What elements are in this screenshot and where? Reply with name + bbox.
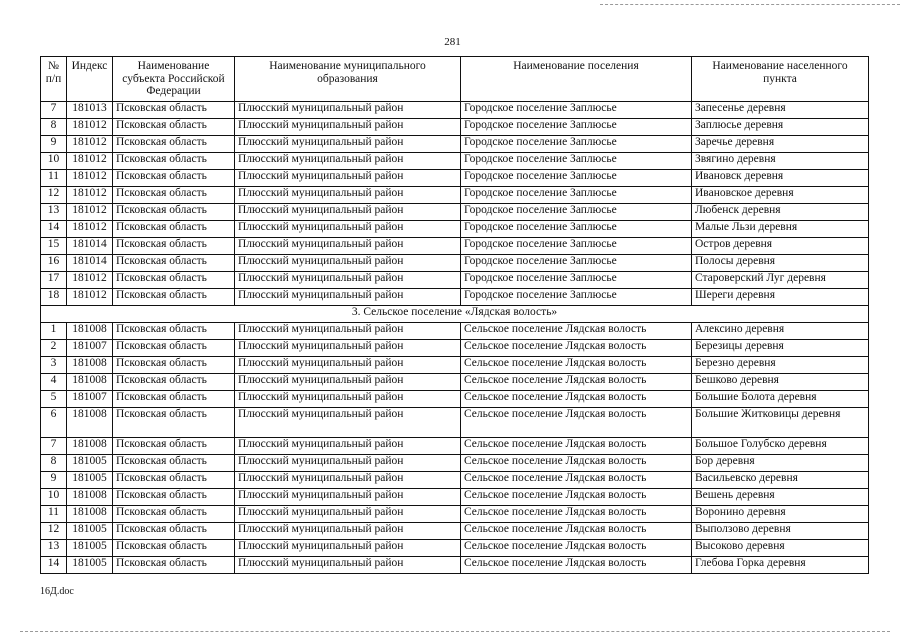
table-row (41, 221, 869, 238)
row-subject: Псковская область (113, 489, 235, 506)
row-num: 13 (41, 204, 67, 221)
row-settlement: Сельское поселение Лядская волость (461, 374, 692, 391)
row-index: 181012 (67, 289, 113, 306)
row-locality: Березно деревня (692, 357, 869, 374)
row-settlement: Сельское поселение Лядская волость (461, 506, 692, 523)
header-index: Индекс (67, 57, 113, 102)
table-row (41, 357, 869, 374)
row-subject: Псковская область (113, 438, 235, 455)
row-settlement: Сельское поселение Лядская волость (461, 540, 692, 557)
row-index: 181005 (67, 472, 113, 489)
table-row (41, 472, 869, 489)
row-num: 3 (41, 357, 67, 374)
row-settlement: Городское поселение Заплюсье (461, 272, 692, 289)
row-index: 181005 (67, 540, 113, 557)
row-index: 181005 (67, 455, 113, 472)
row-settlement: Городское поселение Заплюсье (461, 238, 692, 255)
row-locality: Глебова Горка деревня (692, 557, 869, 574)
row-subject: Псковская область (113, 540, 235, 557)
row-municipality: Плюсский муниципальный район (235, 221, 461, 238)
row-locality: Заплюсье деревня (692, 119, 869, 136)
row-municipality: Плюсский муниципальный район (235, 540, 461, 557)
section-row (41, 306, 869, 323)
row-municipality: Плюсский муниципальный район (235, 102, 461, 119)
row-num: 15 (41, 238, 67, 255)
row-subject: Псковская область (113, 221, 235, 238)
table-row (41, 289, 869, 306)
row-subject: Псковская область (113, 272, 235, 289)
row-municipality: Плюсский муниципальный район (235, 204, 461, 221)
header-locality: Наименование населенного пункта (692, 57, 869, 102)
table-row (41, 153, 869, 170)
row-locality: Остров деревня (692, 238, 869, 255)
row-index: 181014 (67, 255, 113, 272)
row-settlement: Сельское поселение Лядская волость (461, 523, 692, 540)
row-municipality: Плюсский муниципальный район (235, 489, 461, 506)
row-subject: Псковская область (113, 340, 235, 357)
row-municipality: Плюсский муниципальный район (235, 506, 461, 523)
row-municipality: Плюсский муниципальный район (235, 374, 461, 391)
row-municipality: Плюсский муниципальный район (235, 187, 461, 204)
row-locality: Воронино деревня (692, 506, 869, 523)
row-settlement: Городское поселение Заплюсье (461, 136, 692, 153)
scan-artifact-top (600, 4, 900, 5)
row-settlement: Городское поселение Заплюсье (461, 102, 692, 119)
table-row (41, 489, 869, 506)
table-row (41, 374, 869, 391)
header-subject: Наименование субъекта Российской Федерации (113, 57, 235, 102)
row-index: 181008 (67, 489, 113, 506)
row-index: 181005 (67, 557, 113, 574)
row-locality: Ивановское деревня (692, 187, 869, 204)
table-row (41, 323, 869, 340)
row-settlement: Сельское поселение Лядская волость (461, 323, 692, 340)
row-index: 181008 (67, 408, 113, 438)
row-num: 17 (41, 272, 67, 289)
row-num: 8 (41, 119, 67, 136)
row-municipality: Плюсский муниципальный район (235, 153, 461, 170)
row-index: 181008 (67, 357, 113, 374)
table-row (41, 340, 869, 357)
row-subject: Псковская область (113, 119, 235, 136)
row-municipality: Плюсский муниципальный район (235, 238, 461, 255)
row-subject: Псковская область (113, 255, 235, 272)
group1-body (41, 102, 869, 306)
row-index: 181012 (67, 136, 113, 153)
row-index: 181012 (67, 153, 113, 170)
row-settlement: Сельское поселение Лядская волость (461, 357, 692, 374)
row-settlement: Городское поселение Заплюсье (461, 187, 692, 204)
row-settlement: Сельское поселение Лядская волость (461, 472, 692, 489)
row-municipality: Плюсский муниципальный район (235, 170, 461, 187)
row-locality: Любенск деревня (692, 204, 869, 221)
row-settlement: Сельское поселение Лядская волость (461, 489, 692, 506)
row-subject: Псковская область (113, 506, 235, 523)
row-settlement: Городское поселение Заплюсье (461, 289, 692, 306)
row-num: 10 (41, 153, 67, 170)
row-index: 181012 (67, 119, 113, 136)
row-locality: Шереги деревня (692, 289, 869, 306)
table-row (41, 255, 869, 272)
table-row (41, 506, 869, 523)
table-row (41, 408, 869, 438)
row-municipality: Плюсский муниципальный район (235, 357, 461, 374)
row-settlement: Городское поселение Заплюсье (461, 221, 692, 238)
table-row (41, 523, 869, 540)
row-subject: Псковская область (113, 408, 235, 438)
row-num: 18 (41, 289, 67, 306)
row-locality: Вешень деревня (692, 489, 869, 506)
row-num: 7 (41, 102, 67, 119)
row-settlement: Городское поселение Заплюсье (461, 255, 692, 272)
row-municipality: Плюсский муниципальный район (235, 557, 461, 574)
row-municipality: Плюсский муниципальный район (235, 391, 461, 408)
row-locality: Выползово деревня (692, 523, 869, 540)
row-index: 181013 (67, 102, 113, 119)
row-settlement: Сельское поселение Лядская волость (461, 408, 692, 438)
row-num: 2 (41, 340, 67, 357)
row-index: 181012 (67, 221, 113, 238)
row-municipality: Плюсский муниципальный район (235, 472, 461, 489)
row-num: 12 (41, 187, 67, 204)
row-municipality: Плюсский муниципальный район (235, 455, 461, 472)
page-number: 281 (444, 36, 461, 48)
table-row (41, 238, 869, 255)
row-subject: Псковская область (113, 136, 235, 153)
row-settlement: Городское поселение Заплюсье (461, 153, 692, 170)
row-municipality: Плюсский муниципальный район (235, 323, 461, 340)
row-subject: Псковская область (113, 523, 235, 540)
row-settlement: Сельское поселение Лядская волость (461, 557, 692, 574)
row-subject: Псковская область (113, 238, 235, 255)
row-subject: Псковская область (113, 102, 235, 119)
row-municipality: Плюсский муниципальный район (235, 255, 461, 272)
row-index: 181014 (67, 238, 113, 255)
table-row (41, 540, 869, 557)
row-subject: Псковская область (113, 187, 235, 204)
row-num: 1 (41, 323, 67, 340)
row-num: 14 (41, 221, 67, 238)
row-locality: Малые Льзи деревня (692, 221, 869, 238)
row-locality: Большие Житковицы деревня (692, 408, 869, 438)
row-index: 181012 (67, 204, 113, 221)
table-row (41, 438, 869, 455)
row-num: 7 (41, 438, 67, 455)
row-locality: Староверский Луг деревня (692, 272, 869, 289)
row-municipality: Плюсский муниципальный район (235, 523, 461, 540)
row-index: 181008 (67, 506, 113, 523)
row-locality: Березицы деревня (692, 340, 869, 357)
table-row (41, 204, 869, 221)
row-locality: Звягино деревня (692, 153, 869, 170)
row-settlement: Городское поселение Заплюсье (461, 119, 692, 136)
row-num: 10 (41, 489, 67, 506)
row-municipality: Плюсский муниципальный район (235, 136, 461, 153)
table-row (41, 136, 869, 153)
row-index: 181012 (67, 272, 113, 289)
row-locality: Большое Голубско деревня (692, 438, 869, 455)
row-num: 12 (41, 523, 67, 540)
row-num: 11 (41, 506, 67, 523)
row-index: 181008 (67, 374, 113, 391)
row-locality: Ивановск деревня (692, 170, 869, 187)
row-locality: Бор деревня (692, 455, 869, 472)
row-locality: Заречье деревня (692, 136, 869, 153)
table-row (41, 455, 869, 472)
row-municipality: Плюсский муниципальный район (235, 340, 461, 357)
row-subject: Псковская область (113, 455, 235, 472)
row-num: 16 (41, 255, 67, 272)
row-index: 181012 (67, 170, 113, 187)
row-subject: Псковская область (113, 289, 235, 306)
row-settlement: Сельское поселение Лядская волость (461, 391, 692, 408)
header-settlement: Наименование поселения (461, 57, 692, 102)
section-body (41, 306, 869, 323)
row-subject: Псковская область (113, 170, 235, 187)
group2-body (41, 323, 869, 574)
row-subject: Псковская область (113, 357, 235, 374)
row-num: 9 (41, 472, 67, 489)
row-municipality: Плюсский муниципальный район (235, 272, 461, 289)
row-locality: Алексино деревня (692, 323, 869, 340)
row-settlement: Городское поселение Заплюсье (461, 170, 692, 187)
header-municipality: Наименование муниципального образования (235, 57, 461, 102)
table-row (41, 102, 869, 119)
row-subject: Псковская область (113, 472, 235, 489)
table-row (41, 391, 869, 408)
row-settlement: Сельское поселение Лядская волость (461, 438, 692, 455)
section-title: 3. Сельское поселение «Лядская волость» (41, 306, 869, 323)
row-settlement: Городское поселение Заплюсье (461, 204, 692, 221)
row-municipality: Плюсский муниципальный район (235, 408, 461, 438)
table-row (41, 170, 869, 187)
row-municipality: Плюсский муниципальный район (235, 438, 461, 455)
row-municipality: Плюсский муниципальный район (235, 119, 461, 136)
row-subject: Псковская область (113, 557, 235, 574)
row-subject: Псковская область (113, 204, 235, 221)
row-num: 9 (41, 136, 67, 153)
table-row (41, 187, 869, 204)
row-index: 181008 (67, 438, 113, 455)
settlements-table (40, 56, 869, 574)
row-num: 4 (41, 374, 67, 391)
row-locality: Большие Болота деревня (692, 391, 869, 408)
row-index: 181012 (67, 187, 113, 204)
scan-artifact-bottom (20, 631, 890, 632)
row-num: 11 (41, 170, 67, 187)
row-subject: Псковская область (113, 374, 235, 391)
row-index: 181005 (67, 523, 113, 540)
row-num: 8 (41, 455, 67, 472)
row-subject: Псковская область (113, 323, 235, 340)
row-locality: Полосы деревня (692, 255, 869, 272)
row-locality: Запесенье деревня (692, 102, 869, 119)
row-num: 14 (41, 557, 67, 574)
row-num: 6 (41, 408, 67, 438)
header-num: № п/п (41, 57, 67, 102)
footer-filename: 16Д.doc (40, 586, 74, 597)
row-subject: Псковская область (113, 391, 235, 408)
row-settlement: Сельское поселение Лядская волость (461, 455, 692, 472)
row-locality: Бешково деревня (692, 374, 869, 391)
row-index: 181008 (67, 323, 113, 340)
row-index: 181007 (67, 391, 113, 408)
table-row (41, 272, 869, 289)
row-subject: Псковская область (113, 153, 235, 170)
row-locality: Высоково деревня (692, 540, 869, 557)
table-header-row (41, 57, 869, 102)
row-settlement: Сельское поселение Лядская волость (461, 340, 692, 357)
table-row (41, 119, 869, 136)
row-index: 181007 (67, 340, 113, 357)
row-municipality: Плюсский муниципальный район (235, 289, 461, 306)
row-locality: Васильевско деревня (692, 472, 869, 489)
table-row (41, 557, 869, 574)
row-num: 13 (41, 540, 67, 557)
row-num: 5 (41, 391, 67, 408)
